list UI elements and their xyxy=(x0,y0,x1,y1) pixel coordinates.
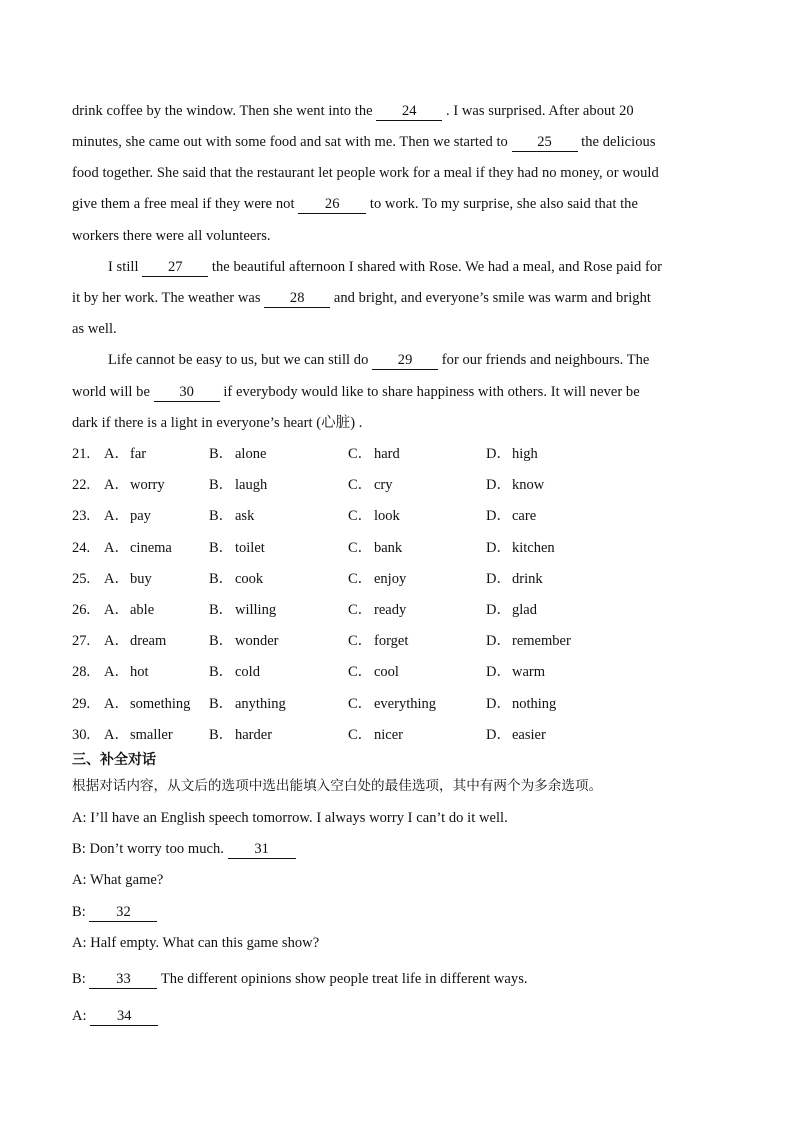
blank-31[interactable]: 31 xyxy=(228,841,296,859)
passage-text: for our friends and neighbours. The xyxy=(438,352,650,368)
option-letter: B． xyxy=(209,571,234,587)
section-title: 三、补全对话 xyxy=(72,752,156,768)
option-text: hot xyxy=(130,664,149,680)
option-letter: B． xyxy=(209,727,234,743)
option-text: anything xyxy=(235,696,286,712)
passage-text: and bright, and everyone’s smile was warm and bright xyxy=(330,290,651,306)
option-c[interactable] xyxy=(348,475,393,495)
question-row xyxy=(72,506,672,526)
option-d[interactable] xyxy=(486,475,544,495)
option-letter: C． xyxy=(348,602,373,618)
option-b[interactable] xyxy=(209,506,254,526)
blank-32[interactable]: 32 xyxy=(89,904,157,922)
option-b[interactable] xyxy=(209,569,263,589)
option-b[interactable] xyxy=(209,600,276,620)
option-text: look xyxy=(374,508,400,524)
option-letter: A． xyxy=(104,696,129,712)
option-text: buy xyxy=(130,571,152,587)
passage-line xyxy=(72,382,640,402)
option-letter: D． xyxy=(486,446,511,462)
option-b[interactable] xyxy=(209,538,265,558)
blank-33[interactable]: 33 xyxy=(89,971,157,989)
question-number: 23. xyxy=(72,508,91,524)
passage-line xyxy=(72,288,651,308)
passage-text: . I was surprised. After about 20 xyxy=(442,103,634,119)
question-row xyxy=(72,631,672,651)
option-c[interactable] xyxy=(348,662,399,682)
option-text: cold xyxy=(235,664,260,680)
option-text: care xyxy=(512,508,537,524)
passage-text: to work. To my surprise, she also said that the xyxy=(366,196,638,212)
option-letter: B． xyxy=(209,540,234,556)
dialogue-line: A: What game? xyxy=(72,872,164,888)
option-text: laugh xyxy=(235,477,268,493)
option-letter: C． xyxy=(348,571,373,587)
passage-text: give them a free meal if they were not xyxy=(72,196,299,212)
option-text: bank xyxy=(374,540,403,556)
question-row xyxy=(72,538,672,558)
passage-text: the beautiful afternoon I shared with Rose. We had a meal, and Rose paid for xyxy=(208,259,663,275)
question-row xyxy=(72,725,672,745)
option-letter: A． xyxy=(104,664,129,680)
passage-line xyxy=(108,257,662,277)
blank-26: 26 xyxy=(298,196,366,214)
option-letter: C． xyxy=(348,477,373,493)
dialogue-line: A: I’ll have an English speech tomorrow. I always worry I can’t do it well. xyxy=(72,810,508,826)
question-number: 29. xyxy=(72,696,91,712)
option-letter: A． xyxy=(104,602,129,618)
dialogue-text: The different opinions show people treat life in different ways. xyxy=(157,971,528,987)
dialogue-line: A: Half empty. What can this game show? xyxy=(72,935,320,951)
option-letter: B． xyxy=(209,477,234,493)
option-letter: A． xyxy=(104,727,129,743)
option-b[interactable] xyxy=(209,662,260,682)
option-letter: D． xyxy=(486,696,511,712)
option-letter: B． xyxy=(209,664,234,680)
option-d[interactable] xyxy=(486,725,546,745)
option-letter: D． xyxy=(486,571,511,587)
question-row xyxy=(72,569,672,589)
dialogue-line xyxy=(72,839,296,859)
question-number: 28. xyxy=(72,664,91,680)
option-text: cool xyxy=(374,664,399,680)
question-row xyxy=(72,662,672,682)
option-letter: D． xyxy=(486,602,511,618)
option-letter: A． xyxy=(104,446,129,462)
option-letter: C． xyxy=(348,696,373,712)
option-text: smaller xyxy=(130,727,173,743)
option-d[interactable] xyxy=(486,444,538,464)
dialogue-line xyxy=(72,1006,158,1026)
option-a[interactable] xyxy=(104,538,172,558)
option-letter: D． xyxy=(486,508,511,524)
passage-line xyxy=(72,132,656,152)
question-row xyxy=(72,600,672,620)
passage-line: workers there were all volunteers. xyxy=(72,228,271,244)
option-text: toilet xyxy=(235,540,265,556)
option-a[interactable] xyxy=(104,662,149,682)
option-letter: D． xyxy=(486,540,511,556)
blank-30: 30 xyxy=(154,384,220,402)
option-letter: B． xyxy=(209,602,234,618)
blank-29: 29 xyxy=(372,352,438,370)
option-a[interactable] xyxy=(104,475,165,495)
option-text: everything xyxy=(374,696,437,712)
option-text: hard xyxy=(374,446,400,462)
option-d[interactable] xyxy=(486,694,556,714)
dialogue-text: B: Don’t worry too much. xyxy=(72,841,228,857)
dialogue-line xyxy=(72,902,157,922)
option-a[interactable] xyxy=(104,694,190,714)
question-number: 22. xyxy=(72,477,91,493)
option-c[interactable] xyxy=(348,631,408,651)
question-number: 30. xyxy=(72,727,91,743)
option-letter: A． xyxy=(104,508,129,524)
option-b[interactable] xyxy=(209,725,272,745)
option-letter: A． xyxy=(104,571,129,587)
passage-text: I still xyxy=(108,259,143,275)
option-letter: A． xyxy=(104,633,129,649)
option-a[interactable] xyxy=(104,444,146,464)
option-d[interactable] xyxy=(486,631,571,651)
option-text: pay xyxy=(130,508,151,524)
option-letter: A． xyxy=(104,540,129,556)
option-text: ready xyxy=(374,602,407,618)
option-c[interactable] xyxy=(348,725,403,745)
option-letter: C． xyxy=(348,540,373,556)
passage-text: if everybody would like to share happiness with others. It will never be xyxy=(219,384,640,400)
passage-text: minutes, she came out with some food and sat with me. Then we started to xyxy=(72,134,512,150)
option-text: cinema xyxy=(130,540,172,556)
question-row xyxy=(72,475,672,495)
option-letter: D． xyxy=(486,664,511,680)
passage-text: the delicious xyxy=(577,134,656,150)
option-a[interactable] xyxy=(104,600,154,620)
option-c[interactable] xyxy=(348,694,436,714)
option-text: worry xyxy=(130,477,165,493)
passage-line: dark if there is a light in everyone’s heart (心脏) . xyxy=(72,415,363,431)
option-d[interactable] xyxy=(486,600,537,620)
question-number: 24. xyxy=(72,540,91,556)
option-text: willing xyxy=(235,602,277,618)
option-d[interactable] xyxy=(486,569,543,589)
question-row xyxy=(72,444,672,464)
question-row xyxy=(72,694,672,714)
option-letter: D． xyxy=(486,633,511,649)
blank-24: 24 xyxy=(376,103,442,121)
passage-line xyxy=(72,194,638,214)
option-b[interactable] xyxy=(209,631,279,651)
option-text: easier xyxy=(512,727,546,743)
option-text: nothing xyxy=(512,696,557,712)
option-c[interactable] xyxy=(348,506,400,526)
dialogue-text: A: xyxy=(72,1008,91,1024)
question-number: 26. xyxy=(72,602,91,618)
dialogue-text: B: xyxy=(72,904,90,920)
option-text: alone xyxy=(235,446,267,462)
option-letter: C． xyxy=(348,446,373,462)
blank-28: 28 xyxy=(264,290,330,308)
option-text: kitchen xyxy=(512,540,555,556)
blank-25: 25 xyxy=(512,134,578,152)
option-text: cry xyxy=(374,477,393,493)
option-letter: C． xyxy=(348,727,373,743)
option-c[interactable] xyxy=(348,538,402,558)
option-text: far xyxy=(130,446,147,462)
question-number: 27. xyxy=(72,633,91,649)
option-b[interactable] xyxy=(209,694,286,714)
question-number: 21. xyxy=(72,446,91,462)
option-text: able xyxy=(130,602,155,618)
option-a[interactable] xyxy=(104,725,173,745)
option-text: drink xyxy=(512,571,543,587)
option-text: warm xyxy=(512,664,546,680)
option-text: something xyxy=(130,696,191,712)
option-text: wonder xyxy=(235,633,279,649)
option-a[interactable] xyxy=(104,506,151,526)
option-letter: B． xyxy=(209,696,234,712)
dialogue-text: B: xyxy=(72,971,90,987)
option-text: high xyxy=(512,446,538,462)
option-text: dream xyxy=(130,633,167,649)
passage-line xyxy=(108,350,649,370)
passage-text: world will be xyxy=(72,384,154,400)
option-letter: C． xyxy=(348,508,373,524)
blank-27: 27 xyxy=(142,259,208,277)
passage-text: Life cannot be easy to us, but we can still do xyxy=(108,352,373,368)
option-c[interactable] xyxy=(348,444,400,464)
option-c[interactable] xyxy=(348,600,406,620)
passage-text: drink coffee by the window. Then she went into the xyxy=(72,103,377,119)
blank-34[interactable]: 34 xyxy=(90,1008,158,1026)
option-text: nicer xyxy=(374,727,403,743)
dialogue-line xyxy=(72,969,528,989)
option-text: enjoy xyxy=(374,571,407,587)
option-text: cook xyxy=(235,571,264,587)
option-d[interactable] xyxy=(486,662,545,682)
option-letter: B． xyxy=(209,446,234,462)
option-b[interactable] xyxy=(209,444,266,464)
option-c[interactable] xyxy=(348,569,406,589)
option-letter: C． xyxy=(348,664,373,680)
option-letter: A． xyxy=(104,477,129,493)
passage-line: as well. xyxy=(72,321,117,337)
option-text: harder xyxy=(235,727,273,743)
option-b[interactable] xyxy=(209,475,267,495)
option-d[interactable] xyxy=(486,506,536,526)
question-number: 25. xyxy=(72,571,91,587)
option-a[interactable] xyxy=(104,631,166,651)
passage-line xyxy=(72,101,634,121)
option-letter: B． xyxy=(209,633,234,649)
passage-text: it by her work. The weather was xyxy=(72,290,265,306)
option-letter: D． xyxy=(486,727,511,743)
option-text: forget xyxy=(374,633,409,649)
option-text: know xyxy=(512,477,545,493)
passage-line: food together. She said that the restaurant let people work for a meal if they had no money, or would xyxy=(72,165,659,181)
option-letter: C． xyxy=(348,633,373,649)
option-d[interactable] xyxy=(486,538,555,558)
option-text: remember xyxy=(512,633,571,649)
option-a[interactable] xyxy=(104,569,152,589)
option-letter: B． xyxy=(209,508,234,524)
section-instruction: 根据对话内容，从文后的选项中选出能填入空白处的最佳选项，其中有两个为多余选项。 xyxy=(72,778,603,794)
option-text: glad xyxy=(512,602,537,618)
option-text: ask xyxy=(235,508,255,524)
option-letter: D． xyxy=(486,477,511,493)
